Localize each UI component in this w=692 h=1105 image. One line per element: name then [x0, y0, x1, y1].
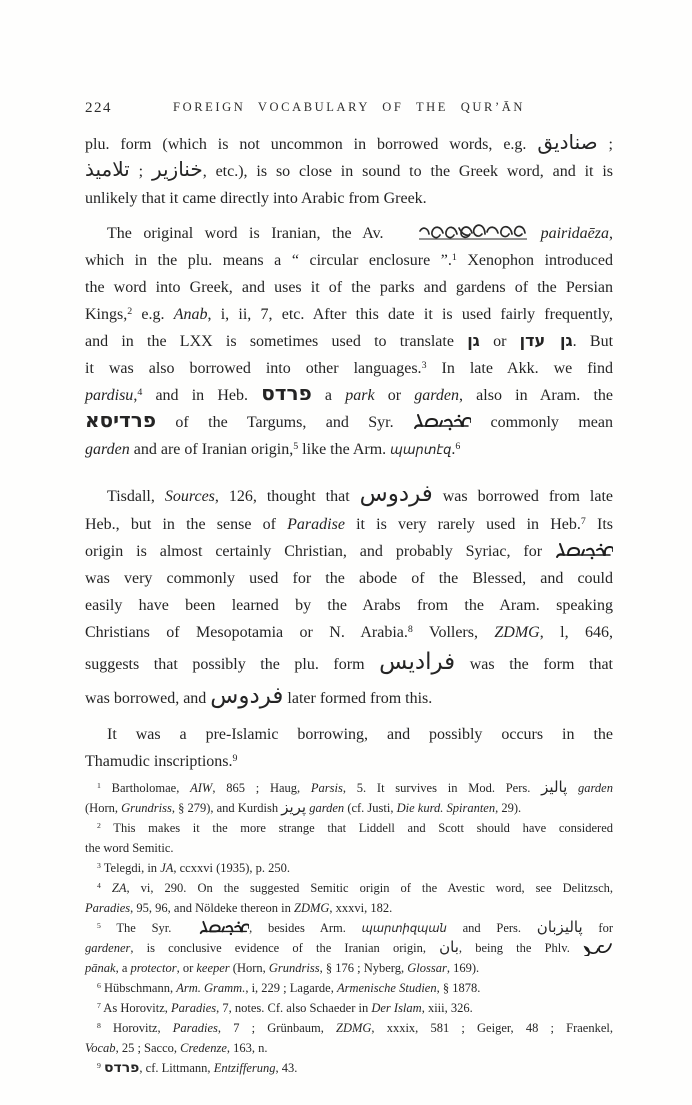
text-run: ; — [597, 136, 613, 153]
text-run: , besides Arm. — [249, 921, 362, 935]
text-run: later formed from this. — [283, 689, 433, 707]
text-run: , 5. It survives in Mod. Pers. — [342, 781, 542, 795]
italic-text: Sources — [164, 488, 215, 505]
avestan-script-word — [395, 218, 529, 242]
text-run: (cf. Justi, — [344, 801, 397, 815]
text-run: , 163, n. — [226, 1041, 268, 1055]
text-run: Hübschmann, — [100, 981, 177, 995]
italic-text: AIW — [190, 781, 213, 795]
syriac-script-word — [413, 412, 471, 431]
footnote-marker: 4 — [137, 387, 143, 399]
text-run: , a — [115, 961, 131, 975]
text-run: . But — [572, 333, 614, 350]
armenian-word: պարտիզպան — [361, 921, 447, 935]
paragraph — [85, 1018, 613, 1058]
text-run: , vi, 290. On the suggested Semitic origin of the Avestic word, see Delitzsch, — [126, 881, 613, 895]
paragraph — [85, 978, 613, 998]
text-run: was borrowed from late — [432, 488, 614, 505]
text-run: , etc.), is so close in sound to the Greek word, and it is — [202, 163, 614, 180]
text-line — [85, 511, 613, 538]
text-run: . — [451, 441, 456, 458]
text-run: Horovitz, — [100, 1021, 173, 1035]
text-run: , 7, notes. Cf. also Schaeder in — [216, 1001, 372, 1015]
footnote-marker: 9 — [232, 753, 238, 765]
italic-text: Der Islam — [371, 1001, 422, 1015]
italic-text: Die kurd. Spiranten — [396, 801, 496, 815]
text-line — [85, 409, 613, 436]
text-run: Heb., but in the sense of — [85, 516, 288, 534]
text-run: , i, ii, 7, etc. After this date it is used fairly frequently, — [207, 306, 614, 323]
paragraph — [85, 721, 613, 775]
italic-text: park — [345, 387, 375, 404]
italic-text: Credenze — [180, 1041, 227, 1055]
text-run: , ccxxvi (1935), p. 250. — [173, 861, 291, 875]
paragraph — [85, 478, 613, 713]
paragraph — [85, 878, 613, 918]
text-line — [85, 328, 613, 355]
text-run: , xiii, 326. — [421, 1001, 473, 1015]
text-line — [85, 798, 613, 818]
italic-text: Armenische Studien — [336, 981, 437, 995]
running-title: FOREIGN VOCABULARY OF THE QUR’ĀN — [173, 100, 525, 114]
hebrew-word: גן — [467, 331, 480, 350]
text-run: plu. form (which is not uncommon in borrowed words, e.g. — [85, 136, 538, 153]
text-run: It was a pre-Islamic borrowing, and possibly occurs in the — [107, 726, 613, 744]
text-line — [85, 185, 613, 212]
text-run: , cf. Littmann, — [139, 1061, 214, 1075]
text-run: the word into Greek, and uses it of the parks and gardens of the Persian — [85, 279, 613, 296]
text-run: , — [609, 225, 614, 242]
text-run: , 7 ; Grünbaum, — [217, 1021, 336, 1035]
text-line — [85, 748, 613, 775]
text-run: for — [582, 921, 614, 935]
hebrew-word: פרדיסא — [85, 408, 156, 432]
text-line — [85, 938, 613, 958]
text-run: , § 1878. — [436, 981, 481, 995]
text-run: , — [133, 387, 138, 404]
text-run: , is conclusive evidence of the Iranian origin, — [130, 941, 440, 955]
footnotes — [85, 778, 613, 1078]
syriac-script-word — [555, 541, 613, 560]
italic-text: Paradies — [171, 1001, 217, 1015]
text-run: , § 176 ; Nyberg, — [319, 961, 408, 975]
text-line — [85, 355, 613, 382]
footnote-marker: 8 — [407, 624, 413, 636]
paragraph — [85, 918, 613, 978]
text-run: , i, 229 ; Lagarde, — [245, 981, 337, 995]
text-line — [85, 958, 613, 978]
footnote-marker: 2 — [97, 821, 101, 831]
text-run: Its — [585, 516, 614, 534]
footnote-marker: 1 — [451, 252, 457, 264]
text-run: , 25 ; Sacco, — [115, 1041, 181, 1055]
text-run: easily have been learned by the Arabs from the Aram. speaking — [85, 597, 613, 615]
text-run: , xxxvi, 182. — [329, 901, 393, 915]
footnote-marker: 3 — [421, 360, 427, 372]
text-run: , xxxix, 581 ; Geiger, 48 ; Fraenkel, — [371, 1021, 613, 1035]
text-run: , 43. — [275, 1061, 298, 1075]
text-run: unlikely that it came directly into Arabic from Greek. — [85, 190, 427, 207]
text-line — [85, 1038, 613, 1058]
italic-text: ZDMG — [294, 901, 330, 915]
text-run: or — [479, 333, 520, 350]
italic-text: ZDMG — [494, 624, 540, 642]
paragraph — [85, 818, 613, 858]
text-run: (Horn, — [229, 961, 269, 975]
text-run: Telegdi, in — [100, 861, 161, 875]
text-run: Christians of Mesopotamia or N. Arabia. — [85, 624, 408, 642]
footnote-marker: 5 — [97, 921, 101, 931]
text-run: This makes it the more strange that Liddell and Scott should have considered — [100, 821, 613, 835]
footnote-marker: 3 — [97, 861, 101, 871]
footnote-marker: 2 — [127, 306, 133, 318]
footnote-marker: 5 — [293, 441, 299, 453]
text-line — [85, 838, 613, 858]
text-run: it was also borrowed into other languages. — [85, 360, 422, 377]
italic-text: JA — [160, 861, 174, 875]
text-run: , or — [176, 961, 197, 975]
text-run: and in Heb. — [142, 387, 262, 404]
arabic-word: بان — [439, 938, 459, 956]
italic-text: Paradies — [172, 1021, 218, 1035]
text-line — [85, 918, 613, 938]
page-header — [85, 100, 613, 122]
text-run: The original word is Iranian, the Av. — [107, 225, 396, 242]
hebrew-word: גן עדן — [519, 331, 573, 350]
text-run — [529, 225, 541, 242]
text-run: of the Targums, and Syr. — [156, 414, 414, 431]
text-line — [85, 274, 613, 301]
text-line — [85, 818, 613, 838]
text-run: , also in Aram. the — [458, 387, 614, 404]
text-line — [85, 1018, 613, 1038]
pahlavi-script-word — [583, 940, 613, 956]
text-line — [85, 858, 613, 878]
arabic-word: فردوس — [359, 481, 433, 507]
footnote-marker: 7 — [97, 1001, 101, 1011]
paragraph — [85, 998, 613, 1018]
text-line — [85, 646, 613, 679]
italic-text: Paradise — [287, 516, 345, 534]
text-line — [85, 619, 613, 646]
text-run: a — [311, 387, 346, 404]
text-line — [85, 778, 613, 798]
text-line — [85, 131, 613, 158]
italic-text: Anab — [173, 306, 208, 323]
text-run: or — [374, 387, 415, 404]
text-run: Tisdall, — [107, 488, 165, 505]
paragraph — [85, 218, 613, 464]
text-run: , 865 ; Haug, — [212, 781, 311, 795]
arabic-word: صناديق — [537, 130, 598, 154]
italic-text: garden — [309, 801, 345, 815]
page-number: 224 — [85, 100, 112, 116]
italic-text: Vocab — [85, 1041, 116, 1055]
text-line — [85, 978, 613, 998]
italic-text: pānak — [85, 961, 116, 975]
text-run: it is very rarely used in Heb. — [344, 516, 581, 534]
text-run: , l, 646, — [539, 624, 613, 642]
text-line — [85, 1058, 613, 1078]
text-run: , 126, thought that — [214, 488, 360, 505]
text-run — [101, 881, 112, 895]
italic-text: protector — [130, 961, 177, 975]
text-run: Xenophon introduced — [456, 252, 614, 269]
italic-text: garden — [85, 441, 130, 458]
footnote-marker: 8 — [97, 1021, 101, 1031]
syriac-script-word — [187, 919, 249, 936]
text-run: ; — [129, 163, 152, 180]
text-run: , 29). — [495, 801, 522, 815]
italic-text: Paradies — [85, 901, 131, 915]
arabic-word: فراديس — [379, 649, 456, 676]
text-run: Vollers, — [412, 624, 495, 642]
text-run: , § 279), and Kurdish — [171, 801, 282, 815]
text-run: In late Akk. we find — [426, 360, 613, 377]
text-run: like the Arm. — [298, 441, 391, 458]
text-line — [85, 436, 613, 464]
italic-text: Grundriss — [268, 961, 320, 975]
text-line — [85, 680, 613, 713]
text-run: e.g. — [132, 306, 174, 323]
text-line — [85, 878, 613, 898]
text-run: commonly mean — [471, 414, 613, 431]
armenian-word: պարտէզ — [390, 443, 452, 458]
text-run: The Syr. — [100, 921, 188, 935]
text-line — [85, 247, 613, 274]
italic-text: Parsis — [310, 781, 343, 795]
paragraph — [85, 131, 613, 212]
hebrew-word: פרדס — [104, 1060, 140, 1076]
footnote-marker: 9 — [97, 1061, 101, 1071]
text-run: , being the Phlv. — [458, 941, 583, 955]
footnote-marker: 6 — [455, 441, 461, 453]
footnote-marker: 6 — [97, 981, 101, 991]
text-run: , 169). — [446, 961, 480, 975]
arabic-word: پریز — [281, 798, 307, 816]
italic-text: pairidaēza — [540, 225, 610, 242]
italic-text: gardener — [85, 941, 131, 955]
text-line — [85, 898, 613, 918]
text-run: was very commonly used for the abode of the Blessed, and could — [85, 570, 613, 588]
text-run — [567, 781, 578, 795]
italic-text: Arm. Gramm. — [176, 981, 246, 995]
arabic-word: پالیزبان — [536, 918, 583, 936]
italic-text: ZDMG — [336, 1021, 372, 1035]
text-run: Bartholomae, — [100, 781, 191, 795]
text-run: which in the plu. means a “ circular enclosure ”. — [85, 252, 452, 269]
text-line — [85, 478, 613, 511]
arabic-word: فردوس — [210, 682, 284, 709]
text-line — [85, 301, 613, 328]
text-run: the word Semitic. — [85, 841, 174, 855]
text-run: Kings, — [85, 306, 128, 323]
text-line — [85, 158, 613, 185]
text-run: Thamudic inscriptions. — [85, 753, 233, 771]
hebrew-word: פרדס — [261, 381, 312, 405]
italic-text: garden — [414, 387, 459, 404]
text-line — [85, 565, 613, 592]
paragraph — [85, 778, 613, 818]
arabic-word: تلاميذ — [85, 157, 130, 181]
paragraph — [85, 1058, 613, 1078]
text-run: , 95, 96, and Nöldeke thereon in — [130, 901, 294, 915]
text-line — [85, 998, 613, 1018]
text-line — [85, 218, 613, 247]
italic-text: Glossar — [407, 961, 447, 975]
text-run: and are of Iranian origin, — [129, 441, 294, 458]
text-run: (Horn, — [85, 801, 122, 815]
footnote-marker: 4 — [97, 881, 101, 891]
italic-text: ZA — [111, 881, 127, 895]
paragraph — [85, 858, 613, 878]
text-run: and in the LXX is sometimes used to translate — [85, 333, 468, 350]
text-line — [85, 721, 613, 748]
italic-text: pardisu — [85, 387, 134, 404]
arabic-word: پالیز — [541, 778, 568, 796]
footnote-marker: 7 — [580, 516, 586, 528]
text-line — [85, 382, 613, 409]
text-line — [85, 592, 613, 619]
body-text — [85, 131, 613, 775]
text-run: suggests that possibly the plu. form — [85, 656, 380, 674]
italic-text: Entzifferung — [213, 1061, 276, 1075]
text-run: was borrowed, and — [85, 689, 211, 707]
arabic-word: خنازير — [151, 157, 203, 181]
text-run: was the form that — [455, 656, 614, 674]
text-line — [85, 538, 613, 565]
italic-text: garden — [578, 781, 613, 795]
italic-text: keeper — [196, 961, 230, 975]
text-run: As Horovitz, — [100, 1001, 172, 1015]
italic-text: Grundriss — [121, 801, 172, 815]
text-run: and Pers. — [446, 921, 537, 935]
footnote-marker: 1 — [97, 781, 101, 791]
text-run: origin is almost certainly Christian, and probably Syriac, for — [85, 543, 555, 561]
